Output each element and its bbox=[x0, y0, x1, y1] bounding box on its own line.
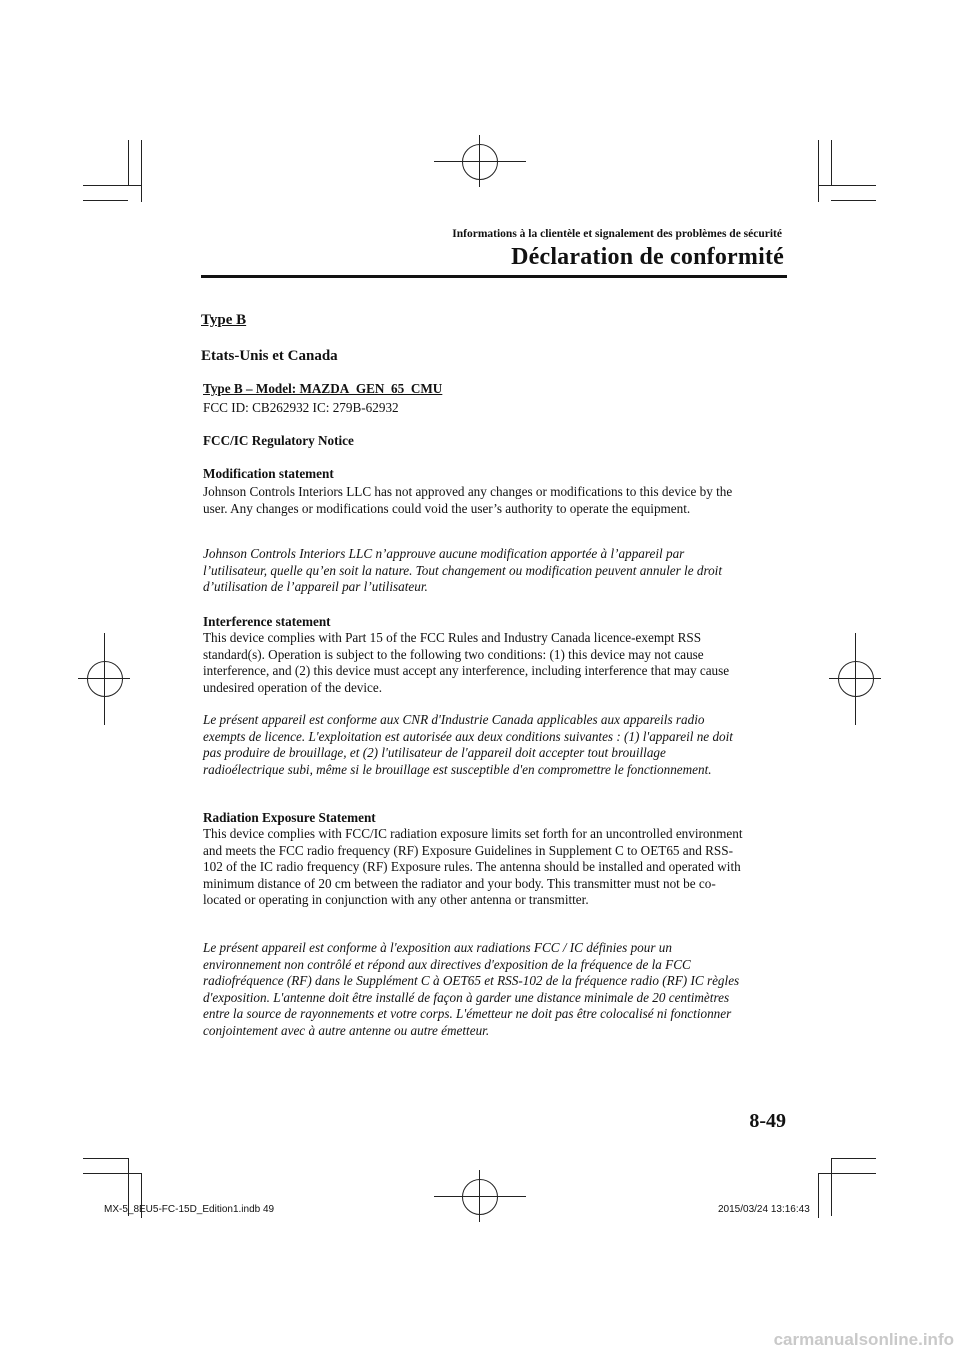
interference-heading: Interference statement bbox=[203, 614, 331, 629]
registration-mark bbox=[838, 661, 874, 697]
crop-mark-line bbox=[83, 1173, 141, 1174]
crop-mark-line bbox=[831, 1158, 832, 1216]
crop-mark-line bbox=[831, 1158, 876, 1159]
crop-mark-line bbox=[83, 200, 128, 201]
crop-mark-line bbox=[831, 140, 832, 185]
fcc-id-line: FCC ID: CB262932 IC: 279B-62932 bbox=[203, 400, 399, 415]
radiation-text-en: This device complies with FCC/IC radiation exposure limits set forth for an uncontrolled environment and meets the FCC radio frequency (RF) Exposure Guidelines in Supplement C to OET65 and RSS-102 of the IC radio frequency (RF) Exposure rules. The antenna should be installed and operated with minimum distance of 20 cm between the radiator and your body. This transmitter must not be co-located or operating in conjunction with any other antenna or transmitter. bbox=[203, 826, 743, 907]
interference-text-fr: Le présent appareil est conforme aux CNR d'Industrie Canada applicables aux appareils radio exempts de licence. L'exploitation est autorisée aux deux conditions suivantes : (1) l'appareil ne doit pas produire de brouillage, et (2) l'utilisateur de l'appareil doit accepter tout brouillage radioélectrique subi, même si le brouillage est susceptible d'en compromettre le fonctionnement. bbox=[203, 712, 733, 777]
page-title: Déclaration de conformité bbox=[511, 244, 784, 270]
crop-mark-line bbox=[855, 633, 856, 725]
crop-mark-line bbox=[818, 1173, 819, 1218]
crop-mark-line bbox=[128, 140, 129, 185]
crop-mark-line bbox=[104, 633, 105, 725]
footer-timestamp: 2015/03/24 13:16:43 bbox=[718, 1204, 810, 1215]
crop-mark-line bbox=[479, 1170, 480, 1222]
radiation-text-fr: Le présent appareil est conforme à l'exposition aux radiations FCC / IC définies pour un environnement non contrôlé et répond aux directives d'exposition de la fréquence de la FCC radiofréquence (RF) dans le Supplément C à OET65 et RSS-102 de la fréquence radio (RF) IC règles d'exposition. L'antenne doit être installé de façon à garder une distance minimale de 20 centimètres entre la source de rayonnements et votre corps. L'émetteur ne doit pas être colocalisé ni fonctionner conjointement avec à autre antenne ou autre émetteur. bbox=[203, 940, 740, 1038]
registration-mark bbox=[87, 661, 123, 697]
radiation-heading: Radiation Exposure Statement bbox=[203, 810, 376, 825]
crop-mark-line bbox=[818, 1173, 876, 1174]
watermark: carmanualsonline.info bbox=[773, 1330, 954, 1349]
crop-mark-line bbox=[818, 140, 819, 202]
page-number: 8-49 bbox=[749, 1110, 786, 1132]
footer-file-name: MX-5_8EU5-FC-15D_Edition1.indb 49 bbox=[104, 1204, 275, 1215]
registration-mark bbox=[462, 144, 498, 180]
type-heading: Type B bbox=[201, 312, 247, 328]
crop-mark-line bbox=[818, 185, 876, 186]
interference-text-en: This device complies with Part 15 of the FCC Rules and Industry Canada licence-exempt RSS standard(s). Operation is subject to the following two conditions: (1) this device may not cause interference, and (2) this device must accept any interference, including interference that may cause undesired operation of the device. bbox=[203, 630, 730, 695]
crop-mark-line bbox=[434, 1196, 526, 1197]
modification-text-fr: Johnson Controls Interiors LLC n’approuve aucune modification apportée à l’appareil par l’utilisateur, quelle qu’en soit la nature. Tout changement ou modification peuvent annuler le droit d’utilisation de l’appareil par l’utilisateur. bbox=[203, 546, 723, 594]
regulatory-notice-heading: FCC/IC Regulatory Notice bbox=[203, 433, 354, 448]
modification-heading: Modification statement bbox=[203, 466, 334, 481]
crop-mark-line bbox=[434, 161, 526, 162]
registration-mark bbox=[462, 1179, 498, 1215]
header-divider bbox=[201, 275, 787, 278]
crop-mark-line bbox=[479, 135, 480, 187]
crop-mark-line bbox=[83, 185, 141, 186]
model-line: Type B – Model: MAZDA_GEN_65_CMU bbox=[203, 381, 443, 396]
crop-mark-line bbox=[83, 1158, 128, 1159]
crop-mark-line bbox=[141, 140, 142, 202]
header-subtitle: Informations à la clientèle et signalement des problèmes de sécurité bbox=[452, 228, 782, 240]
modification-text-en: Johnson Controls Interiors LLC has not approved any changes or modifications to this device by the user. Any changes or modifications could void the user’s authority to operate the equipment. bbox=[203, 484, 733, 516]
crop-mark-line bbox=[831, 200, 876, 201]
country-heading: Etats-Unis et Canada bbox=[201, 348, 338, 364]
